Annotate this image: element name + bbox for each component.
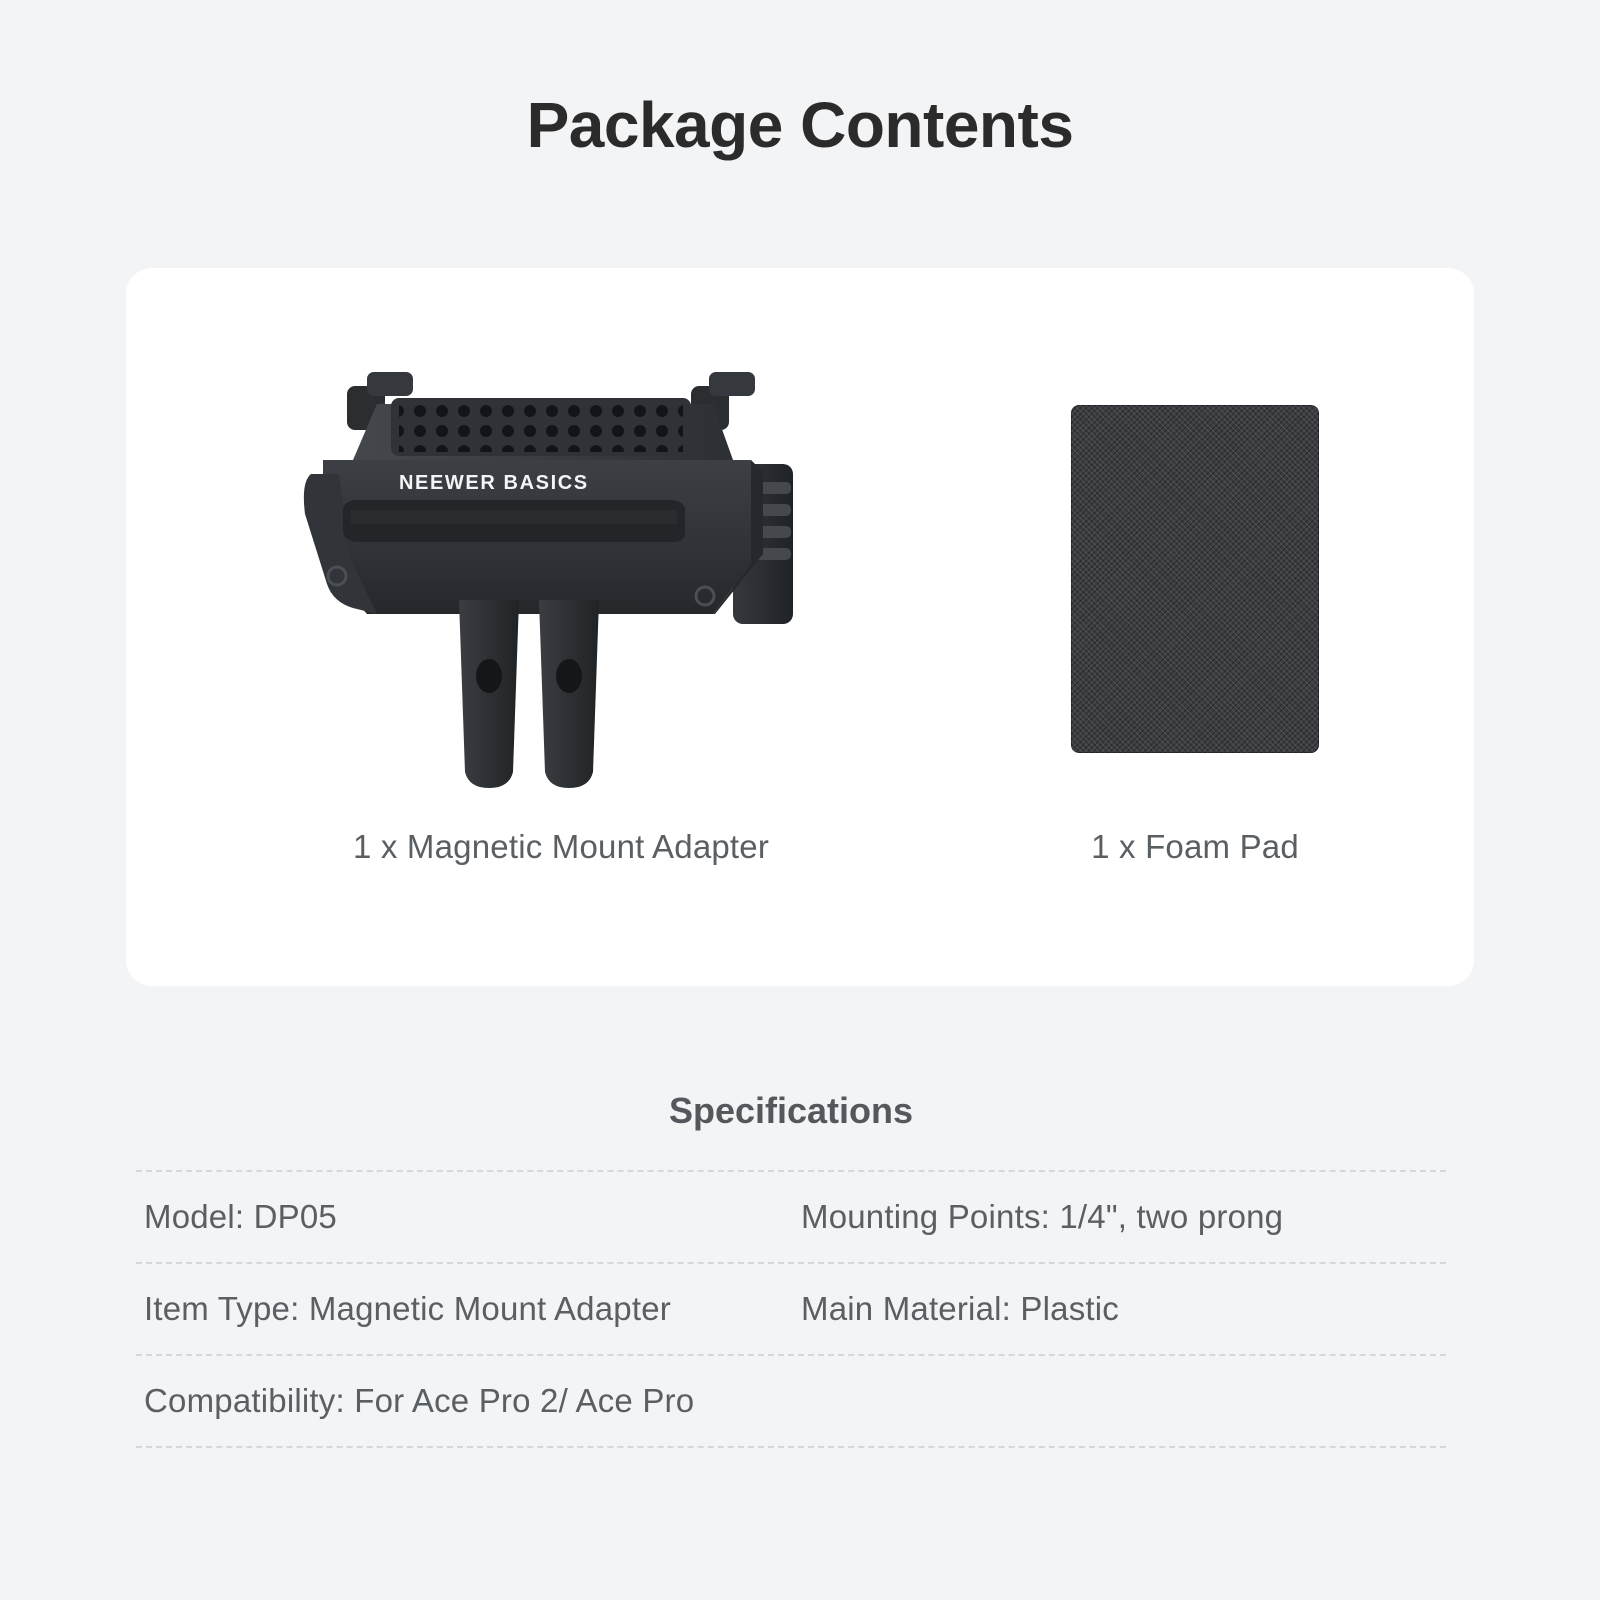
magnetic-mount-adapter-image bbox=[281, 364, 841, 794]
package-item-magnetic-mount-adapter bbox=[281, 364, 841, 866]
spec-row bbox=[136, 1354, 1446, 1448]
spec-empty bbox=[791, 1382, 1438, 1420]
spec-main-material: Main Material: Plastic bbox=[801, 1290, 1119, 1327]
item-caption: 1 x Foam Pad bbox=[1091, 828, 1299, 865]
page-title: Package Contents bbox=[526, 89, 1074, 161]
package-contents-card bbox=[126, 268, 1474, 986]
spec-row bbox=[136, 1262, 1446, 1354]
specifications-title: Specifications bbox=[668, 1090, 914, 1131]
adapter-illustration-svg bbox=[281, 364, 841, 794]
package-items-row bbox=[126, 268, 1474, 986]
foam-pad-image bbox=[1071, 405, 1319, 753]
specifications-section bbox=[136, 1090, 1446, 1448]
brand-label: NEEWER BASICS bbox=[399, 472, 589, 494]
adapter-prongs bbox=[459, 600, 599, 788]
package-item-foam-pad bbox=[1071, 364, 1319, 866]
spec-model: Model: DP05 bbox=[144, 1198, 337, 1235]
foam-pad-image-wrap bbox=[1071, 364, 1319, 794]
spec-mounting-points: Mounting Points: 1/4", two prong bbox=[801, 1198, 1284, 1235]
spec-item-type: Item Type: Magnetic Mount Adapter bbox=[144, 1290, 671, 1327]
adapter-handle-groove bbox=[343, 500, 686, 542]
spec-compatibility: Compatibility: For Ace Pro 2/ Ace Pro bbox=[144, 1382, 695, 1419]
spec-row bbox=[136, 1170, 1446, 1262]
item-caption: 1 x Magnetic Mount Adapter bbox=[352, 828, 770, 865]
adapter-top-plate bbox=[353, 398, 733, 460]
